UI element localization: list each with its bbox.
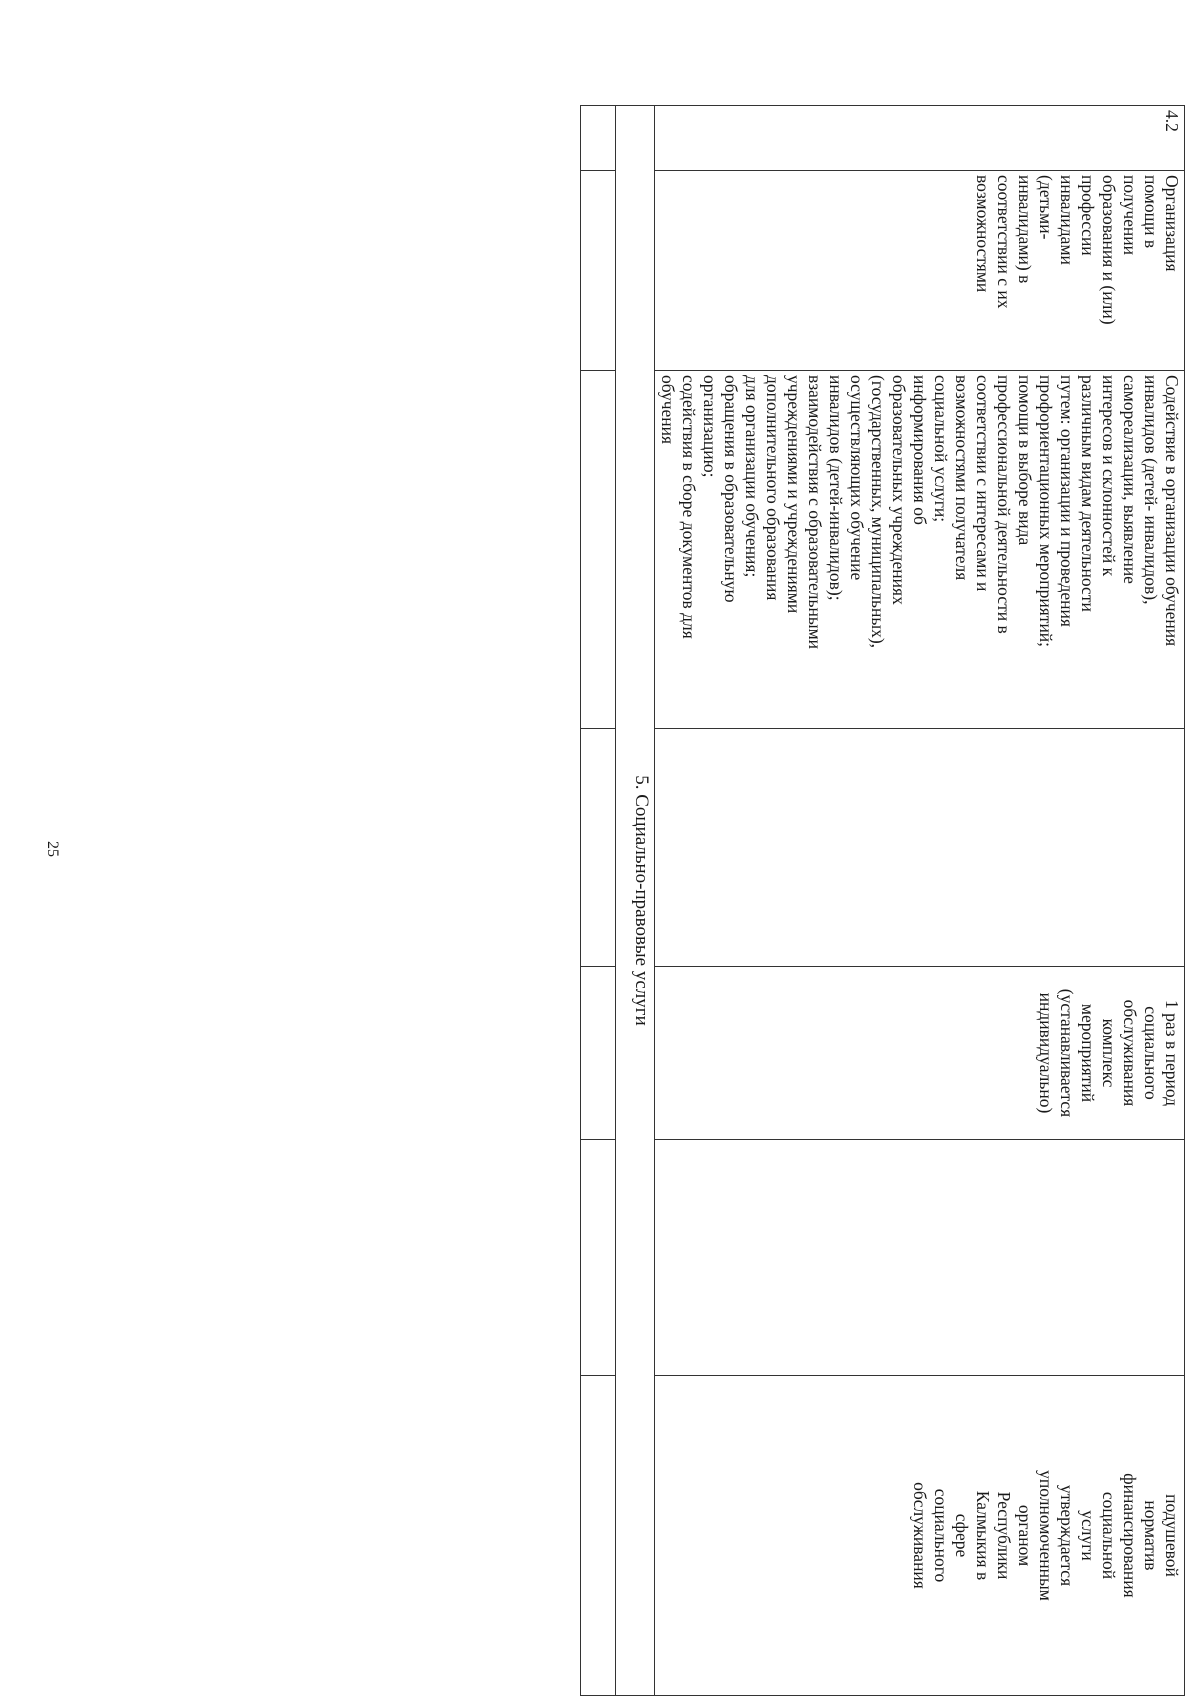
description-line: взаимодействия с образовательными xyxy=(805,375,825,650)
table-row xyxy=(581,106,616,1696)
description-cell xyxy=(655,371,1185,729)
description-line: образовательных учреждениях xyxy=(889,375,909,605)
empty-cell xyxy=(581,967,616,1140)
normative-line: финансирования xyxy=(1120,1473,1140,1598)
description-line: обучения xyxy=(658,375,678,445)
service-name-line: получении xyxy=(1120,175,1140,256)
service-name-line: Организация xyxy=(1162,175,1182,272)
service-name-line: помощи в xyxy=(1141,175,1161,249)
frequency-line: обслуживания xyxy=(1120,999,1140,1107)
page-number: 25 xyxy=(44,841,61,857)
empty-cell xyxy=(581,171,616,371)
service-name-line: инвалидами xyxy=(1057,175,1077,265)
normative-line: сфере xyxy=(952,1513,972,1558)
description-line: Содействие в организации обучения xyxy=(1162,375,1182,647)
empty-cell xyxy=(581,1376,616,1696)
description-line: содействия в сборе документов для xyxy=(679,375,699,639)
description-line: инвалидов (детей-инвалидов); xyxy=(826,375,846,601)
normative-line: Республики xyxy=(994,1491,1014,1580)
section-title: 5. Социально-правовые услуги xyxy=(616,106,655,1696)
normative-line: Калмыкия в xyxy=(973,1490,993,1581)
empty-cell xyxy=(581,729,616,967)
rotated-page xyxy=(315,105,1185,1695)
service-name-line: профессии xyxy=(1078,175,1098,256)
description-line: помощи в выборе вида xyxy=(1015,375,1035,546)
duration-cell xyxy=(655,1140,1185,1376)
description-line: самореализации, выявление xyxy=(1120,375,1140,584)
normative-cell xyxy=(655,1376,1185,1696)
description-line: путем: организации и проведения xyxy=(1057,375,1077,627)
description-line: дополнительного образования xyxy=(763,375,783,601)
normative-line: подушевой xyxy=(1162,1494,1182,1577)
volume-cell xyxy=(655,729,1185,967)
service-name-line: (детьми- xyxy=(1036,175,1056,240)
service-name-line: образования и (или) xyxy=(1099,175,1119,325)
normative-line: социального xyxy=(931,1488,951,1583)
description-line: инвалидов (детей- инвалидов), xyxy=(1141,375,1161,605)
description-line: осуществляющих обучение xyxy=(847,375,867,581)
description-line: интересов и склонностей к xyxy=(1099,375,1119,577)
normative-line: обслуживания xyxy=(910,1482,930,1589)
frequency-line: индивидуально) xyxy=(1036,992,1056,1114)
services-table xyxy=(580,105,1185,1696)
row-number: 4.2 xyxy=(655,106,1185,171)
service-name-line: инвалидами) в xyxy=(1015,175,1035,284)
description-line: учреждениями и учреждениями xyxy=(784,375,804,614)
description-line: различным видам деятельности xyxy=(1078,375,1098,612)
description-line: информирования об xyxy=(910,375,930,525)
service-name-line: соответствии с их xyxy=(994,175,1014,309)
normative-line: услуги xyxy=(1078,1510,1098,1561)
frequency-cell xyxy=(655,967,1185,1140)
normative-line: уполномоченным xyxy=(1036,1470,1056,1601)
normative-line: утверждается xyxy=(1057,1484,1077,1587)
service-name-line: возможностями xyxy=(973,175,993,293)
empty-cell xyxy=(581,106,616,171)
frequency-line: комплекс xyxy=(1099,1018,1119,1088)
section-row xyxy=(616,106,655,1696)
description-line: (государственных, муниципальных), xyxy=(868,375,888,649)
frequency-line: мероприятий xyxy=(1078,1003,1098,1103)
service-name-cell xyxy=(655,171,1185,371)
description-line: возможностями получателя xyxy=(952,375,972,581)
empty-cell xyxy=(581,371,616,729)
empty-cell xyxy=(581,1140,616,1376)
frequency-line: социального xyxy=(1141,1006,1161,1100)
frequency-line: (устанавливается xyxy=(1057,988,1077,1118)
table-row xyxy=(655,106,1185,1696)
frequency-line: 1 раз в период xyxy=(1162,1000,1182,1106)
normative-line: социальной xyxy=(1099,1491,1119,1580)
description-line: социальной услуги; xyxy=(931,375,951,523)
description-line: обращения в образовательную xyxy=(721,375,741,603)
normative-line: норматив xyxy=(1141,1500,1161,1571)
description-line: соответствии с интересами и xyxy=(973,375,993,592)
description-line: профориентационных мероприятий; xyxy=(1036,375,1056,648)
description-line: организацию; xyxy=(700,375,720,478)
description-line: для организации обучения; xyxy=(742,375,762,578)
normative-line: органом xyxy=(1015,1504,1035,1567)
description-line: профессиональной деятельности в xyxy=(994,375,1014,634)
